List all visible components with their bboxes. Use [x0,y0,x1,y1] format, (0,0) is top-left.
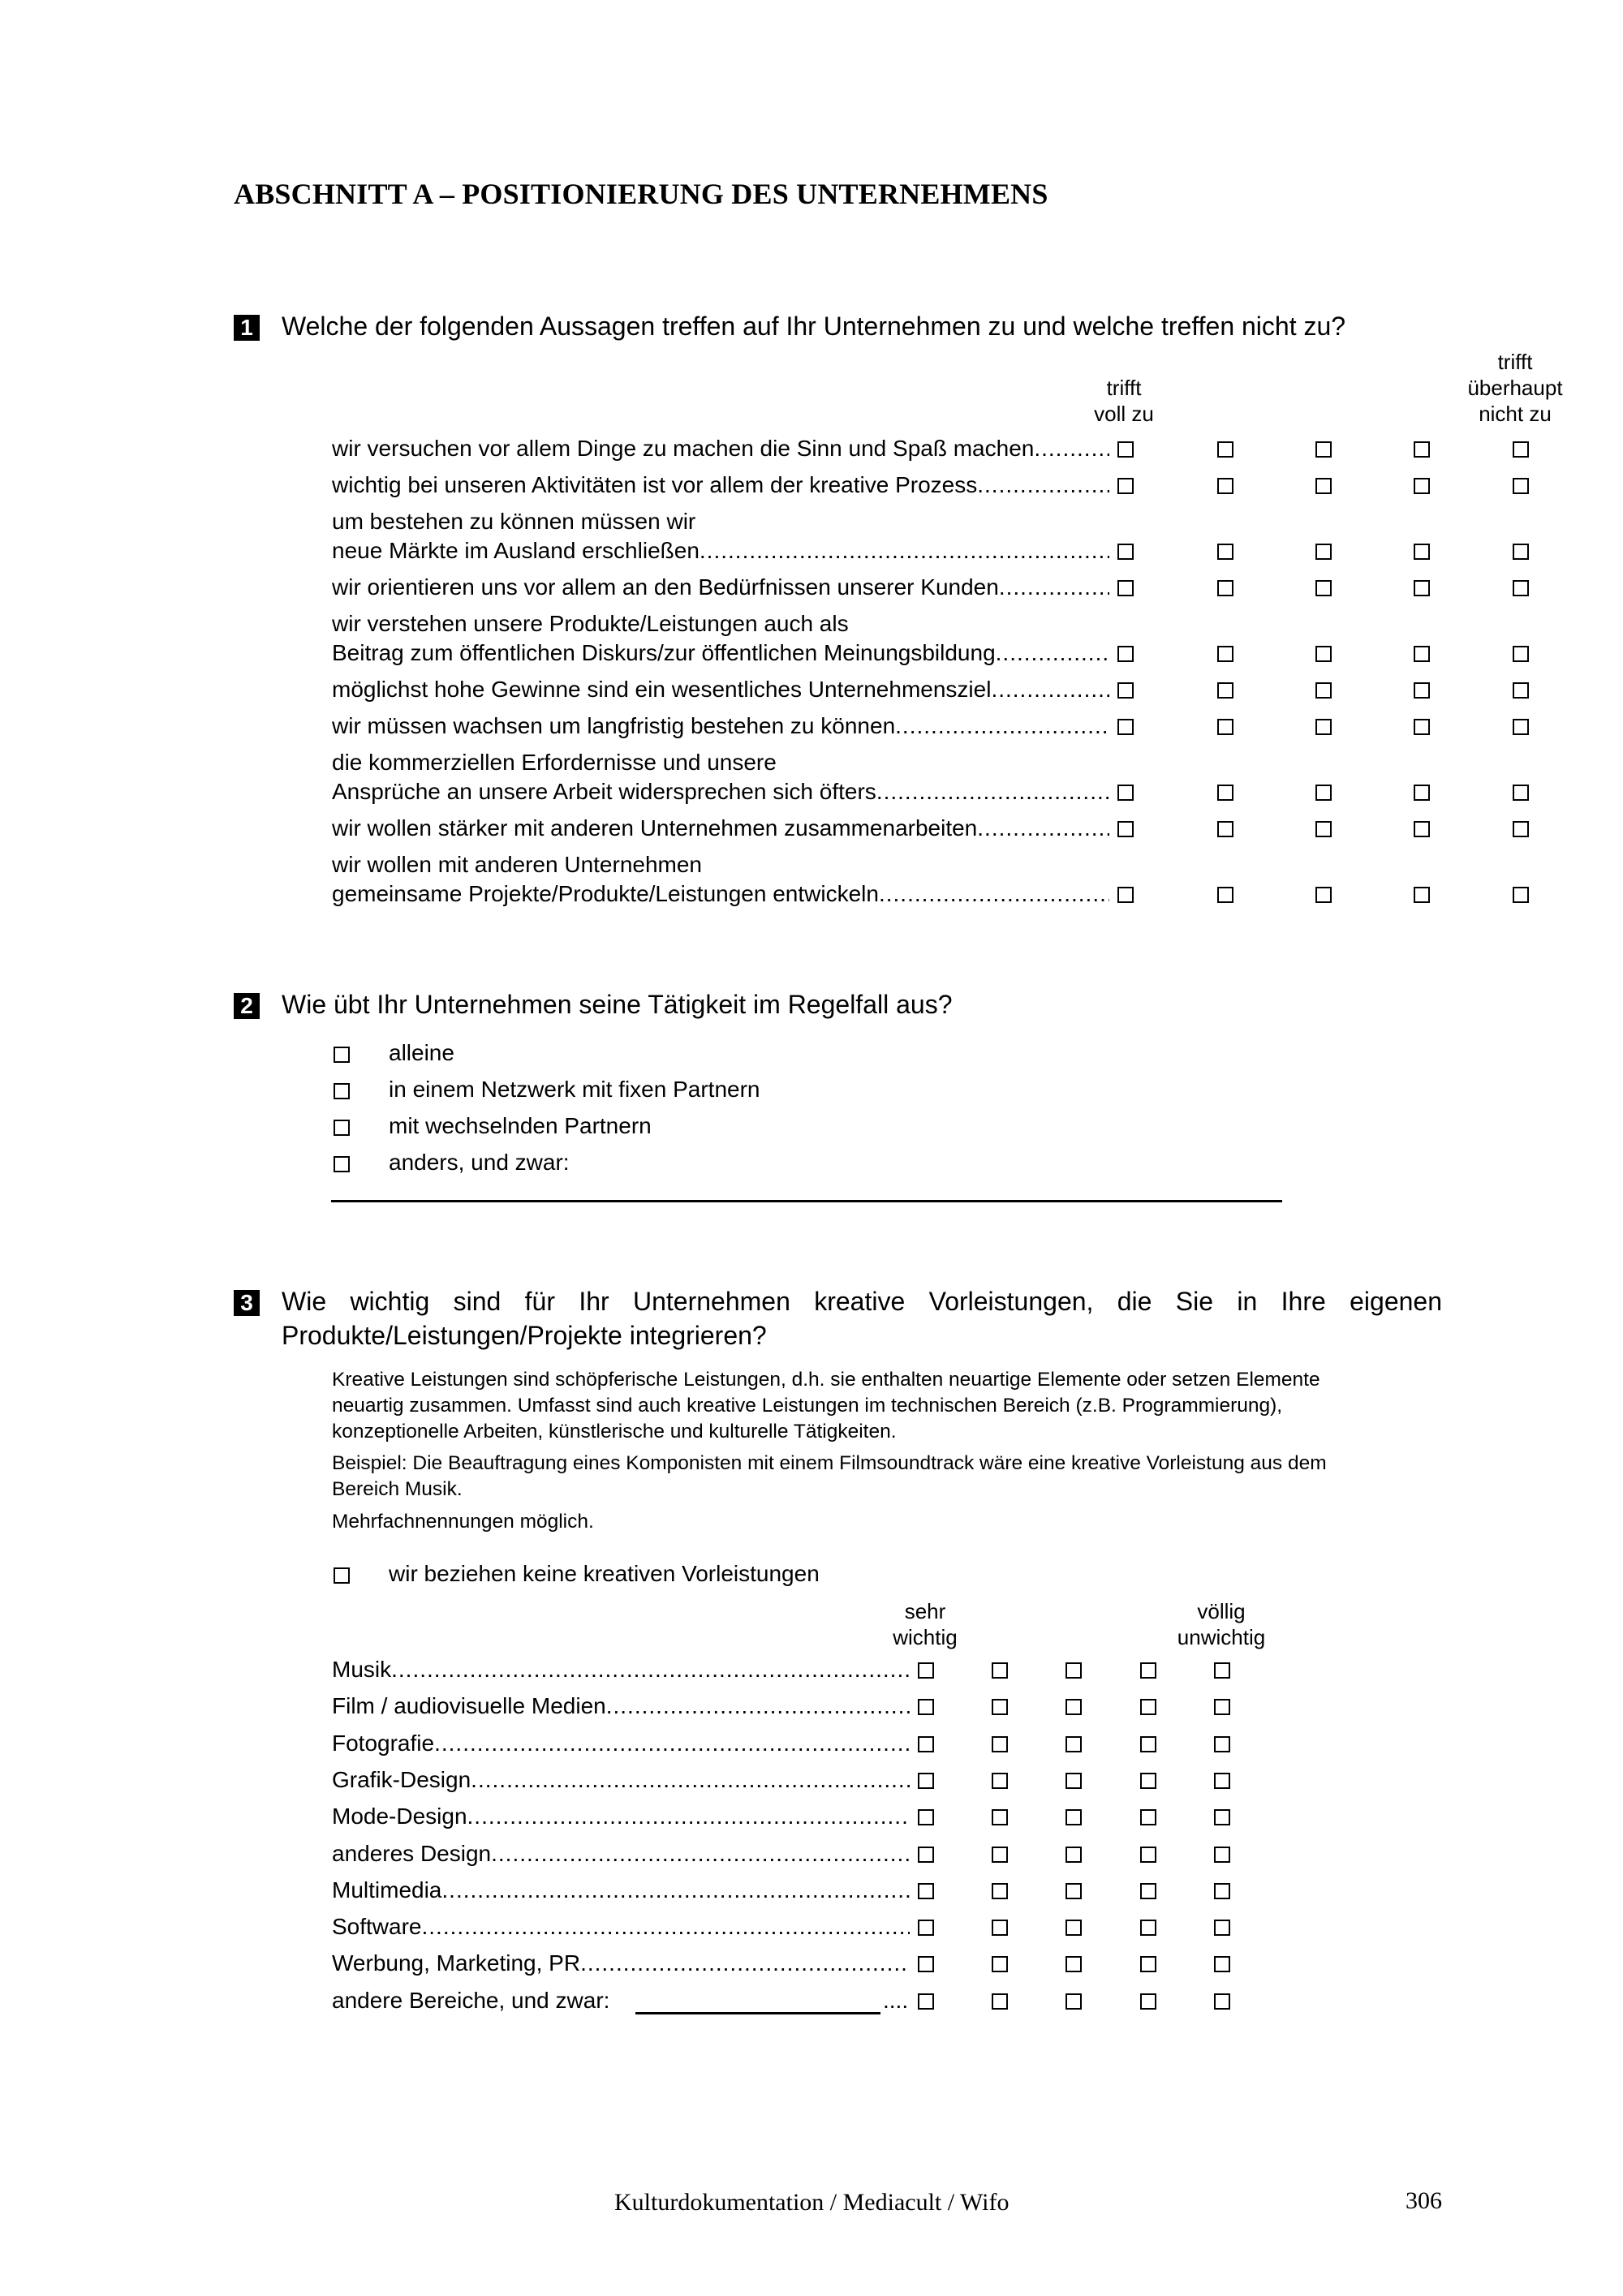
q3-importance-checkbox[interactable] [1214,1920,1230,1936]
leader-dots [471,1765,910,1795]
q3-importance-checkbox[interactable] [1140,1847,1156,1863]
q3-category-label [332,1692,910,1721]
q3-importance-checkbox[interactable] [1140,1883,1156,1899]
q1-statement-text: wir müssen wachsen um langfristig bestehen zu können [332,713,896,738]
q3-importance-checkbox[interactable] [1065,1736,1082,1752]
question-number-badge: 2 [234,993,260,1019]
q1-rating-checkbox[interactable] [1315,646,1332,662]
leader-dots [977,814,1109,843]
q3-scale-left-label: sehr wichtig [893,1599,958,1649]
q1-rating-checkbox[interactable] [1117,682,1134,699]
leader-dots [895,712,1109,741]
q3-importance-checkbox[interactable] [1065,1699,1082,1715]
q1-rating-checkbox[interactable] [1414,544,1430,560]
q1-rating-checkbox[interactable] [1414,719,1430,735]
q3-importance-checkbox[interactable] [992,1847,1008,1863]
q3-importance-checkbox[interactable] [1140,1809,1156,1825]
question-2-text: Wie übt Ihr Unternehmen seine Tätigkeit im Regelfall aus? [282,990,953,1019]
q3-scale-right-label: völlig unwichtig [1177,1599,1266,1649]
q1-rating-checkbox[interactable] [1414,785,1430,801]
q3-category-label [332,1729,910,1758]
q3-importance-checkbox[interactable] [992,1956,1008,1972]
q3-category-text: anderes Design [332,1840,492,1866]
q1-rating-checkbox[interactable] [1217,441,1233,458]
section-title: ABSCHNITT A – POSITIONIERUNG DES UNTERNEHMENS [234,178,1048,210]
question-3-text-line2: Produkte/Leistungen/Projekte integrieren? [282,1321,767,1350]
q1-rating-checkbox[interactable] [1117,785,1134,801]
leader-dots [580,1949,910,1978]
q1-statement-text: Beitrag zum öffentlichen Diskurs/zur öffentlichen Meinungsbildung [332,640,996,665]
q1-statement-label [332,573,1109,602]
q1-rating-checkbox[interactable] [1315,785,1332,801]
q1-rating-checkbox[interactable] [1117,441,1134,458]
q1-statement-text: wir orientieren uns vor allem an den Bedürfnissen unserer Kunden [332,574,999,600]
q3-example-note: Beispiel: Die Beauftragung eines Komponisten mit einem Filmsoundtrack wäre eine kreative Vorleistung aus dem Bereich Musik. [332,1452,1327,1500]
q1-statement-text: Ansprüche an unsere Arbeit widersprechen sich öfters [332,779,876,804]
q1-rating-checkbox[interactable] [1414,682,1430,699]
q3-category-label [332,1839,910,1868]
q2-option-checkbox[interactable] [334,1047,350,1063]
q2-option-label: alleine [389,1040,454,1065]
q1-statement-label [332,814,1109,843]
q1-statement-text: wichtig bei unseren Aktivitäten ist vor allem der kreative Prozess [332,472,978,497]
leader-dots [441,1876,910,1905]
q1-statement-label [332,536,1109,565]
q3-importance-checkbox[interactable] [1140,1993,1156,2010]
q3-importance-checkbox[interactable] [1214,1809,1230,1825]
q2-option-checkbox[interactable] [334,1156,350,1172]
q2-option-label: mit wechselnden Partnern [389,1113,652,1138]
q1-statement-text: wir wollen mit anderen Unternehmen [332,852,702,877]
q3-importance-checkbox[interactable] [1214,1993,1230,2010]
q3-importance-checkbox[interactable] [992,1699,1008,1715]
q3-definition-note: Kreative Leistungen sind schöpferische Leistungen, d.h. sie enthalten neuartige Elemente oder setzen Elemente neuartig zusammen. Umfasst sind auch kreative Leistungen im technischen Bereich (z.B. Programmierung), konzeptionelle Arbeiten, künstlerische und kulturelle Tätigkeiten. [332,1369,1320,1443]
q3-importance-checkbox[interactable] [1140,1956,1156,1972]
q1-rating-checkbox[interactable] [1513,719,1529,735]
leader-dots [606,1692,910,1721]
q3-multiple-answers-note: Mehrfachnennungen möglich. [332,1511,594,1533]
q3-importance-checkbox[interactable] [918,1736,934,1752]
q1-rating-checkbox[interactable] [1117,646,1134,662]
q3-importance-checkbox[interactable] [918,1883,934,1899]
q1-statement-text: möglichst hohe Gewinne sind ein wesentliches Unternehmensziel [332,677,992,702]
q3-importance-checkbox[interactable] [992,1883,1008,1899]
q1-statement-label [332,675,1109,704]
q3-category-label [332,1802,910,1831]
q1-statement-label [332,638,1109,668]
q1-rating-checkbox[interactable] [1414,478,1430,494]
leader-dots [996,638,1109,668]
q1-rating-checkbox[interactable] [1513,821,1529,837]
q1-rating-checkbox[interactable] [1117,719,1134,735]
q1-rating-checkbox[interactable] [1414,821,1430,837]
q1-rating-checkbox[interactable] [1217,887,1233,903]
q1-rating-checkbox[interactable] [1513,580,1529,596]
q3-importance-checkbox[interactable] [918,1699,934,1715]
q1-statement-text: wir verstehen unsere Produkte/Leistungen auch als [332,611,849,636]
q3-importance-checkbox[interactable] [1214,1699,1230,1715]
q1-statement-text: neue Märkte im Ausland erschließen [332,538,700,563]
q1-rating-checkbox[interactable] [1217,785,1233,801]
q1-rating-checkbox[interactable] [1513,887,1529,903]
question-number-badge: 1 [234,315,260,341]
leader-dots [491,1839,910,1868]
leader-dots [700,536,1109,565]
q1-statement-text: wir wollen stärker mit anderen Unternehmen zusammenarbeiten [332,815,978,841]
q1-rating-checkbox[interactable] [1217,544,1233,560]
q1-rating-checkbox[interactable] [1315,821,1332,837]
q1-statement-text: wir versuchen vor allem Dinge zu machen die Sinn und Spaß machen [332,436,1035,461]
q3-importance-checkbox[interactable] [992,1809,1008,1825]
q1-statement-label [332,712,1109,741]
q3-category-text: Film / audiovisuelle Medien [332,1693,606,1719]
q3-importance-checkbox[interactable] [918,1956,934,1972]
q1-rating-checkbox[interactable] [1217,821,1233,837]
leader-dots [879,879,1109,909]
q3-importance-checkbox[interactable] [1214,1956,1230,1972]
q3-importance-checkbox[interactable] [1065,1993,1082,2010]
q3-category-text: Musik [332,1657,392,1682]
q3-importance-checkbox[interactable] [918,1773,934,1789]
leader-dots [422,1912,911,1941]
q3-importance-checkbox[interactable] [918,1662,934,1679]
question-3-text-line1: Wie wichtig sind für Ihr Unternehmen kreative Vorleistungen, die Sie in Ihre eigenen [282,1287,1442,1316]
q3-category-label [332,1949,910,1978]
q1-rating-checkbox[interactable] [1315,544,1332,560]
q1-rating-checkbox[interactable] [1117,580,1134,596]
q1-rating-checkbox[interactable] [1513,441,1529,458]
q1-rating-checkbox[interactable] [1315,887,1332,903]
q1-rating-checkbox[interactable] [1117,544,1134,560]
leader-dots [1034,434,1109,463]
q1-rating-checkbox[interactable] [1217,719,1233,735]
q3-category-text: Grafik-Design [332,1766,471,1792]
q2-option-checkbox[interactable] [334,1120,350,1136]
leader-dots [977,471,1109,500]
q1-rating-checkbox[interactable] [1513,682,1529,699]
q3-importance-checkbox[interactable] [918,1920,934,1936]
q3-importance-checkbox[interactable] [1140,1773,1156,1789]
q1-scale-left-label: trifft voll zu [1094,376,1154,426]
q3-category-label [332,1876,910,1905]
q1-rating-checkbox[interactable] [1513,544,1529,560]
q3-importance-checkbox[interactable] [1214,1773,1230,1789]
q1-rating-checkbox[interactable] [1513,478,1529,494]
leader-dots [876,777,1109,806]
q1-rating-checkbox[interactable] [1117,478,1134,494]
q3-importance-checkbox[interactable] [1214,1847,1230,1863]
q1-scale-right-label: trifft überhaupt nicht zu [1467,350,1563,426]
q3-none-option-label: wir beziehen keine kreativen Vorleistungen [389,1561,820,1586]
question-number-badge: 3 [234,1290,260,1316]
question-1-text: Welche der folgenden Aussagen treffen auf Ihr Unternehmen zu und welche treffen nicht zu? [282,312,1346,341]
q1-statement-label [332,777,1109,806]
q1-rating-checkbox[interactable] [1315,478,1332,494]
q1-rating-checkbox[interactable] [1513,646,1529,662]
q1-rating-checkbox[interactable] [1217,478,1233,494]
q3-category-text: Fotografie [332,1730,435,1756]
footer-source: Kulturdokumentation / Mediacult / Wifo [614,2189,1010,2216]
q1-rating-checkbox[interactable] [1217,646,1233,662]
q3-importance-checkbox[interactable] [1065,1773,1082,1789]
q1-rating-checkbox[interactable] [1414,887,1430,903]
q3-other-category-label: andere Bereiche, und zwar: [332,1987,610,2013]
q1-rating-checkbox[interactable] [1414,580,1430,596]
q2-option-label: anders, und zwar: [389,1150,570,1175]
q3-importance-checkbox[interactable] [1214,1662,1230,1679]
q1-rating-checkbox[interactable] [1414,646,1430,662]
leader-dots [391,1655,910,1684]
q3-category-text: Werbung, Marketing, PR [332,1950,581,1976]
q3-importance-checkbox[interactable] [992,1993,1008,2010]
q1-statement-text: die kommerziellen Erfordernisse und unsere [332,750,777,775]
q1-rating-checkbox[interactable] [1315,441,1332,458]
q1-statement-label [332,471,1109,500]
q3-importance-checkbox[interactable] [992,1920,1008,1936]
q3-importance-checkbox[interactable] [1214,1883,1230,1899]
q1-rating-checkbox[interactable] [1315,580,1332,596]
other-answer-line[interactable] [331,1200,1282,1202]
q3-importance-checkbox[interactable] [992,1773,1008,1789]
q3-importance-checkbox[interactable] [918,1847,934,1863]
page-number: 306 [1406,2187,1442,2214]
q3-importance-checkbox[interactable] [1065,1920,1082,1936]
q3-category-text: Software [332,1914,422,1940]
q3-importance-checkbox[interactable] [1140,1920,1156,1936]
leader-dots [434,1729,910,1758]
leader-dots [999,573,1109,602]
q1-rating-checkbox[interactable] [1217,682,1233,699]
q1-rating-checkbox[interactable] [1117,821,1134,837]
q3-importance-checkbox[interactable] [1214,1736,1230,1752]
q3-importance-checkbox[interactable] [1065,1809,1082,1825]
q3-importance-checkbox[interactable] [918,1809,934,1825]
q2-option-label: in einem Netzwerk mit fixen Partnern [389,1077,760,1102]
q1-rating-checkbox[interactable] [1315,682,1332,699]
q3-importance-checkbox[interactable] [918,1993,934,2010]
leader-dots [991,675,1109,704]
q1-rating-checkbox[interactable] [1117,887,1134,903]
q1-rating-checkbox[interactable] [1513,785,1529,801]
q1-rating-checkbox[interactable] [1217,580,1233,596]
q3-category-label [332,1655,910,1684]
q3-importance-checkbox[interactable] [1140,1699,1156,1715]
checkbox-no-creative-inputs[interactable] [334,1567,350,1584]
leader-dots: .... [883,1987,909,2013]
q1-rating-checkbox[interactable] [1414,441,1430,458]
q3-importance-checkbox[interactable] [1140,1736,1156,1752]
q3-importance-checkbox[interactable] [1065,1956,1082,1972]
q3-importance-checkbox[interactable] [992,1736,1008,1752]
q3-category-label [332,1765,910,1795]
q3-importance-checkbox[interactable] [1065,1847,1082,1863]
q3-importance-checkbox[interactable] [992,1662,1008,1679]
q1-rating-checkbox[interactable] [1315,719,1332,735]
q1-statement-text: um bestehen zu können müssen wir [332,509,696,534]
q3-category-text: Mode-Design [332,1804,467,1829]
q3-category-label [332,1912,910,1941]
q1-statement-label [332,434,1109,463]
leader-dots [467,1802,910,1831]
q3-category-text: Multimedia [332,1877,442,1903]
q3-importance-checkbox[interactable] [1065,1662,1082,1679]
q3-importance-checkbox[interactable] [1065,1883,1082,1899]
q3-importance-checkbox[interactable] [1140,1662,1156,1679]
q3-other-category-answer-line[interactable] [635,2012,880,2014]
q1-statement-label [332,879,1109,909]
q2-option-checkbox[interactable] [334,1083,350,1099]
q1-statement-text: gemeinsame Projekte/Produkte/Leistungen entwickeln [332,881,879,906]
